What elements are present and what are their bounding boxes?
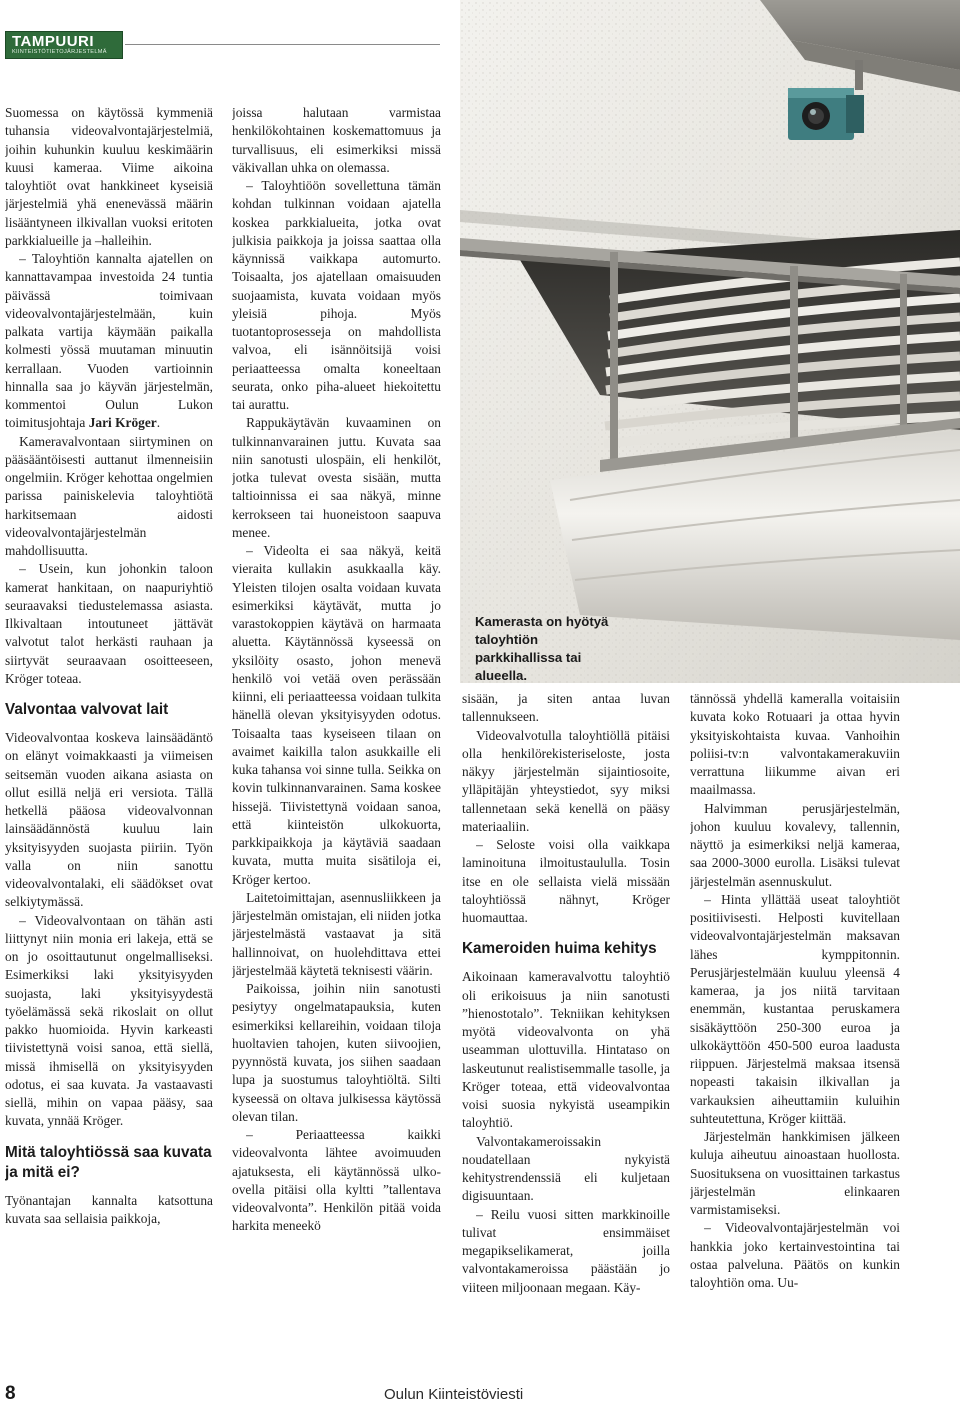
- article-paragraph: Videovalvontaa koskeva lainsäädäntö on elänyt voimakkaasti ja viimeisen seitsemän vuoden aikana asiasta on ollut esillä neljä eri versiota. Tällä hetkellä pääosa videovalvonnan lainsäädännöstä kuuluu lain yksityisyyden suojasta piiriin. Työn valla on niin sanottu videovalvontalaki, eli säädökset ovat selkiytymässä.: [5, 730, 213, 910]
- section-heading: Valvontaa valvovat lait: [5, 701, 169, 718]
- page-number: 8: [5, 1383, 16, 1404]
- article-paragraph: – Usein, kun johonkin taloon kamerat hankitaan, on naapuriyhtiö seuraavaksi tiedustelemassa asiasta. Ilkivaltaan intoutuneet jättävät valvotut talot herkästi rauhaan ja siirtyvät seuraavaan osoitteeseen, Kröger toteaa.: [5, 561, 213, 686]
- article-column-1: [5, 104, 213, 1376]
- article-paragraph: – Taloyhtiöön sovellettuna tämän kohdan tulkinnan voidaan ajatella koskea parkkialueita, jotka ovat julkisia paikkoja ja joissa saattaa olla käynnissä vaikkapa automurto. Toisaalta, jos ajatellaan omaisuuden suojaamista, kuvata voidaan myös yleisiä pihoja. Myös tuotantoprosesseja on mahdollista valvoa, eli isännöitsijä voisi periaatteessa omalta koneeltaan seurata, onko piha-alueet hiekoitettu tai aurattu.: [232, 178, 441, 412]
- article-column-3: [462, 690, 670, 1376]
- article-paragraph: Videovalvotulla taloyhtiöllä pitäisi olla henkilörekisteriseloste, josta näkyy järjestelmän sijaintiosoite, ylläpitäjän yhteystiedot, syy miksi tallennetaan sekä kenellä on pääsy materiaaliin.: [462, 727, 670, 834]
- article-paragraph: Suomessa on käytössä kymmeniä tuhansia videovalvontajärjestelmiä, joihin kuhunkin kuuluu keskimäärin kuusi kameraa. Viime aikoina taloyhtiöt ovat hankkineet kyseisiä järjestelmiä yhä enenevässä määrin lisääntyneen ilkivallan vuoksi eritoten parkkialueille ja –halleihin.: [5, 105, 213, 248]
- photo-caption: Kamerasta on hyötyä taloyhtiön parkkihallissa tai alueella.: [475, 614, 609, 683]
- article-paragraph: Aikoinaan kameravalvottu taloyhtiö oli erikoisuus ja niin sanotusti ”hienostotalo”. Tekniikan kehityksen myötä videovalvonta on yhä useamman ulottuvilla. Hintataso on laskeutunut realistisemmalle tasolle, ja Kröger toteaa, että videovalvontaa voisi suosia nykyistä useampikin taloyhtiö.: [462, 969, 670, 1131]
- article-column-4: [690, 690, 900, 1376]
- logo-name: TAMPUURI: [12, 33, 95, 50]
- article-paragraph: – Seloste voisi olla vaikkapa laminoituna ilmoitustaululla. Tosin itse en ole sellaista vielä missään taloyhtiössä nähnyt, Kröger huomauttaa.: [462, 837, 670, 925]
- section-heading: Kameroiden huima kehitys: [462, 940, 657, 958]
- article-paragraph: Halvimman perusjärjestelmän, johon kuuluu kovalevy, tallennin, näyttö ja esimerkiksi neljä kameraa, saa 2000-3000 eurolla. Lisäksi tulevat järjestelmän asennuskulut.: [690, 800, 900, 889]
- article-paragraph: Kameravalvontaan siirtyminen on pääsääntöisesti auttanut ilmenneisiin ongelmiin. Kröger kehottaa ongelmien parissa painiskelevia taloyhtiötä harkitsemaan aidosti videovalvontajärjestelmän mahdollisuutta.: [5, 433, 213, 558]
- article-paragraph: Järjestelmän hankkimisen jälkeen kuluja aiheutuu ainoastaan huollosta. Suosituksena on vuosittainen tarkastus järjestelmän elinkaaren varmistamiseksi.: [690, 1129, 900, 1217]
- paragraph-text: .: [156, 415, 161, 431]
- article-column-2: [232, 104, 441, 1376]
- article-paragraph: Paikoissa, joihin niin sanotusti pesiytyy ongelmatapauksia, kuten esimerkiksi kellareihin, voidaan tiloja huoltavien tahojen, kuten siivoojien, pyynnöstä kuvata, jos siihen saadaan lupa ja suostumus taloyhtiöltä. Silti kyseessä on oltava julkisessa käytössä olevan tilan.: [232, 981, 441, 1124]
- article-paragraph: – Hinta yllättää useat taloyhtiöt positiivisesti. Helposti kuvitellaan videovalvontajärjestelmän maksavan lähes kymppitonnin. Perusjärjestelmään kuuluu yleensä 4 kameraa, ja jos niitä tarvitaan enemmän, kustantaa peruskamera sisäkäyttöön 250-300 euroa ja ulkokäyttöön 450-500 euroa laadusta riippuen. Järjestelmä maksaa itsensä nopeasti takaisin ilkivallan ja varkauksien aiheuttamiin kuluihin suhteutettuna, Kröger kiittää.: [690, 891, 900, 1126]
- article-paragraph: – Videovalvontaan on tähän asti liittynyt niin monia eri lakeja, että se on jo osoittautunut ongelmalliseksi. Esimerkiksi laki yksityisyyden suojasta, laki yksityisyydestä työelämässä sekä rikoslait on ollut pakko huomioida. Hyvin karkeasti tiivistettynä voisi sanoa, että siellä, missä ihmisellä on yksityisyyden odotus, ei saa kuvata. Ja vastaavasti siellä, mihin on vapaa pääsy, saa kuvata, ynnää Kröger.: [5, 912, 213, 1129]
- article-paragraph: Rappukäytävän kuvaaminen on tulkinnanvarainen juttu. Kuvata saa niin sanotusti ulospäin, eli henkilöt, jotka tulevat ovesta sisään, mutta taltioinnissa ei saa näkyä, minne kerrokseen tai huoneistoon saapuva menee.: [232, 415, 441, 540]
- article-paragraph: [5, 250, 213, 433]
- article-paragraph: – Periaatteessa kaikki videovalvonta lähtee avoimuuden ajatuksesta, eli käytännössä ulko-ovella pitäisi olla kyltti ”tallentava videovalvonta”. Henkilön pitää voida harkita meneekö: [232, 1127, 441, 1234]
- logo-subtitle: KIINTEISTÖTIETOJÄRJESTELMÄ: [12, 49, 107, 55]
- article-paragraph: – Videovalvontajärjestelmän voi hankkia joko kertainvestointina tai ostaa palveluna. Päätös on kunkin taloyhtiön oma. Uu-: [690, 1220, 900, 1290]
- article-paragraph: – Videolta ei saa näkyä, keitä vieraita kullakin asukkaalla käy. Yleisten tilojen osalta voidaan kuvata esimerkiksi käytävät, mutta jo varastokoppien käytävä on harmaata aluetta. Käytännössä kyseessä on yksilöity osasto, johon menevä henkilö voi vetää oven perässään kiinni, eli periaatteessa voidaan tulkita hänellä olevan yksityisyyden odotus. Toisaalta taas kyseiseen tilaan on avaimet kaikilla talon asukkaille eli kuka tahansa voi sinne tulla. Seikka on kovin tulkinnanvarainen. Sama koskee hissejä. Tiivistettynä voidaan sanoa, että kiinteistön ulkokuorta, parkkipaikkoja ja käytäviä saadaan kuvata, mutta muita sisätiloja ei, Kröger kertoo.: [232, 543, 441, 887]
- article-paragraph: joissa halutaan varmistaa henkilökohtainen koskemattomuus ja turvallisuus, eli esimerkiksi missä väkivallan uhka on olemassa.: [232, 105, 441, 175]
- person-name: Jari Kröger: [88, 415, 157, 431]
- tampuuri-logo: [5, 31, 123, 59]
- article-paragraph: tännössä yhdellä kameralla voitaisiin kuvata koko Rotuaari ja ottaa hyvin yksityiskohtaista kuvaa. Vanhoihin poliisi-tv:n valvontakamerakuviin verrattuna liikumme aivan eri maailmassa.: [690, 691, 900, 798]
- section-heading: Mitä taloyhtiössä saa kuvata ja mitä ei?: [5, 1143, 212, 1181]
- paragraph-text: – Taloyhtiön kannalta ajatellen on kannattavampaa investoida 24 tuntia päivässä toimivaan videovalvontajärjestelmään, kuin palkata vartija käymään paikalla kolmesti yössä muutaman minuutin kerrallaan. Vuoden vartioinnin hinnalla saa jo käyvän järjestelmän, kommentoi Oulun Lukon toimitusjohtaja: [5, 251, 213, 431]
- header-rule: [125, 44, 440, 45]
- article-paragraph: Laitetoimittajan, asennusliikkeen ja järjestelmän omistajan, eli niiden jotka järjestelmästä vastaavat ja sitä hallinnoivat, on huolehdittava ettei järjestelmää käytetä teknisesti väärin.: [232, 889, 441, 978]
- article-paragraph: Työnantajan kannalta katsottuna kuvata saa sellaisia paikkoja,: [5, 1192, 213, 1226]
- article-photo: [460, 0, 960, 683]
- article-paragraph: – Reilu vuosi sitten markkinoille tulivat ensimmäiset megapikselikamerat, joilla valvontakameroissa päästään jo viiteen miljoonaan megaan. Käy-: [462, 1206, 670, 1295]
- publication-name: Oulun Kiinteistöviesti: [384, 1386, 524, 1403]
- article-paragraph: sisään, ja siten antaa luvan tallennukseen.: [462, 691, 670, 725]
- article-paragraph: Valvontakameroissakin noudatellaan nykyistä kehitystrendenssiä eli kuljetaan digisuuntaan.: [462, 1133, 670, 1204]
